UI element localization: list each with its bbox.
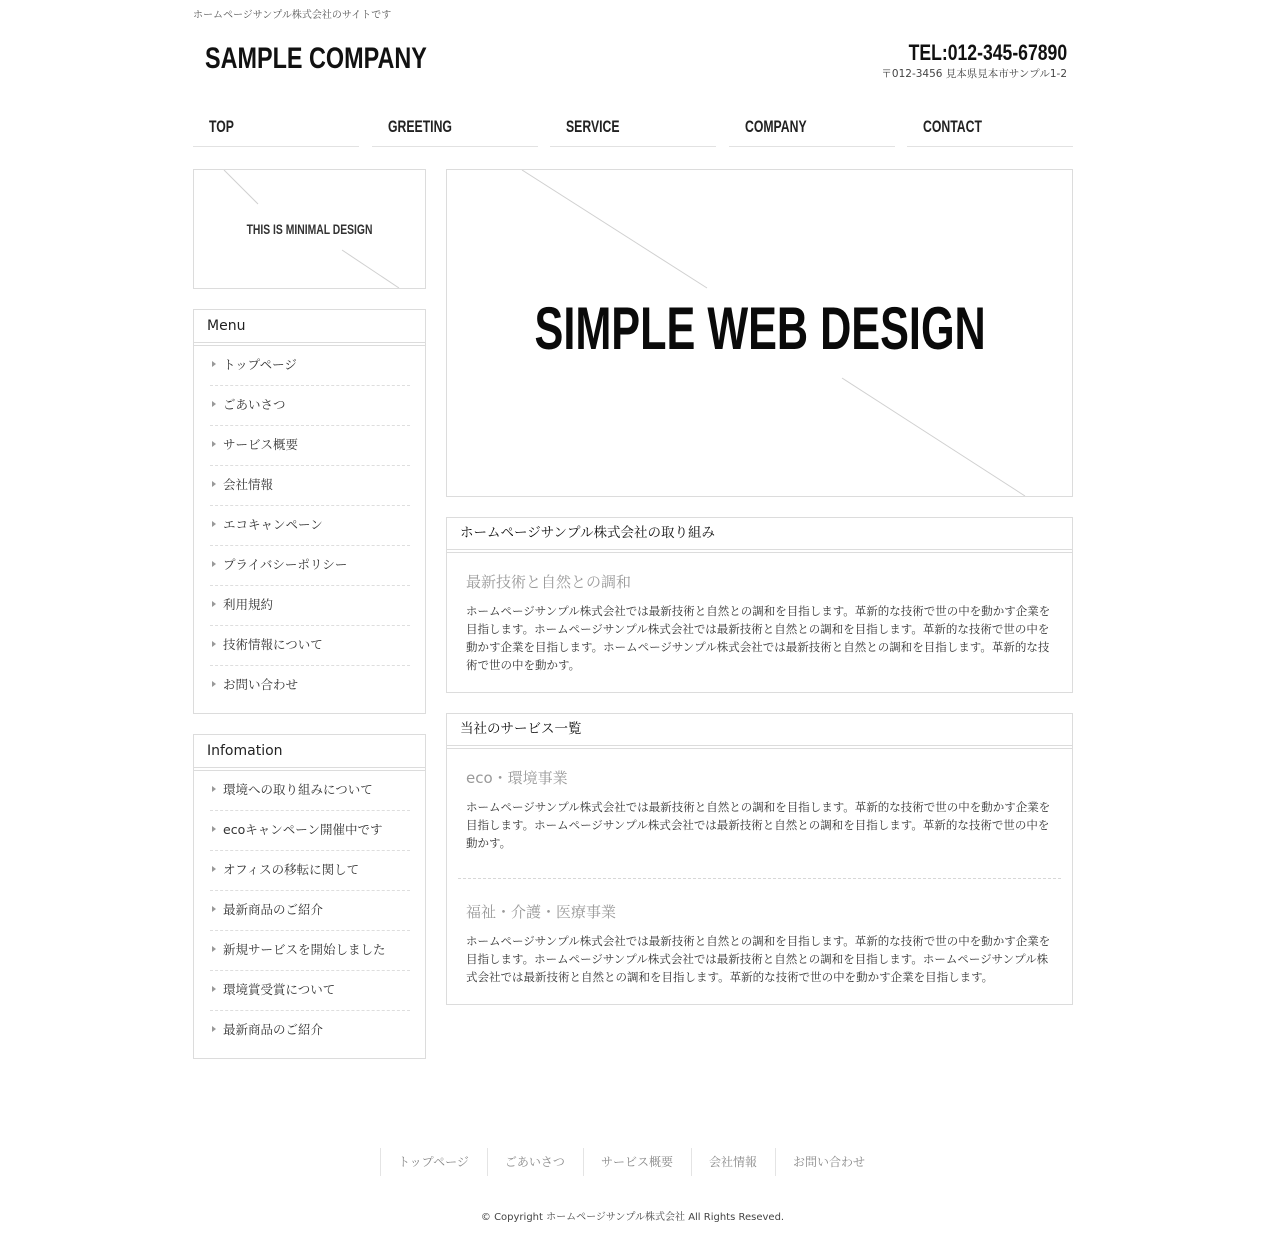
arrow-right-icon: [212, 866, 216, 872]
nav-company-label: COMPANY: [744, 117, 807, 136]
sidebar-banner[interactable]: [193, 169, 426, 289]
info-item[interactable]: 環境賞受賞について: [210, 971, 410, 1011]
info-box: [193, 734, 426, 1059]
info-item[interactable]: 最新商品のご紹介: [210, 1011, 410, 1050]
arrow-right-icon: [212, 681, 216, 687]
divider: [458, 878, 1061, 879]
site-logo[interactable]: SAMPLE COMPANY: [205, 42, 427, 75]
footer-link-contact[interactable]: お問い合わせ: [775, 1148, 883, 1176]
nav-service[interactable]: [550, 108, 716, 147]
arrow-right-icon: [212, 481, 216, 487]
section-title: 当社のサービス一覧: [447, 714, 1072, 746]
nav-top-label: TOP: [209, 117, 234, 136]
section-heading: 最新技術と自然との調和: [466, 573, 632, 591]
footer-link-top[interactable]: トップページ: [380, 1148, 487, 1176]
section-body: ホームページサンプル株式会社では最新技術と自然との調和を目指します。革新的な技術で世の中を動かす企業を目指します。ホームページサンプル株式会社では最新技術と自然との調和を目指します。革新的な技術で世の中を動かす企業を目指します。ホームページサンプル株式会社では最新技術と自然との調和を目指します。革新的な技術で世の中を動かす。: [466, 604, 1051, 672]
info-item[interactable]: 最新商品のご紹介: [210, 891, 410, 931]
service-body: ホームページサンプル株式会社では最新技術と自然との調和を目指します。革新的な技術で世の中を動かす企業を目指します。ホームページサンプル株式会社では最新技術と自然との調和を目指します。革新的な技術で世の中を動かす。: [466, 800, 1051, 850]
phone-number: TEL:012-345-67890: [908, 40, 1067, 65]
arrow-right-icon: [212, 401, 216, 407]
global-nav: [193, 108, 1073, 147]
arrow-right-icon: [212, 826, 216, 832]
arrow-right-icon: [212, 786, 216, 792]
service-heading: eco・環境事業: [466, 769, 568, 787]
menu-item[interactable]: プライバシーポリシー: [210, 546, 410, 586]
arrow-right-icon: [212, 906, 216, 912]
menu-item[interactable]: 技術情報について: [210, 626, 410, 666]
menu-item[interactable]: 会社情報: [210, 466, 410, 506]
menu-item[interactable]: トップページ: [210, 346, 410, 386]
nav-contact-label: CONTACT: [923, 117, 982, 136]
main-visual: [446, 169, 1073, 497]
arrow-right-icon: [212, 361, 216, 367]
info-item[interactable]: 新規サービスを開始しました: [210, 931, 410, 971]
site-tagline: ホームページサンプル株式会社のサイトです: [193, 10, 392, 21]
menu-item[interactable]: エコキャンペーン: [210, 506, 410, 546]
footer-link-greeting[interactable]: ごあいさつ: [487, 1148, 583, 1176]
arrow-right-icon: [212, 561, 216, 567]
nav-top[interactable]: [193, 108, 359, 147]
section-title: ホームページサンプル株式会社の取り組み: [447, 518, 1072, 550]
arrow-right-icon: [212, 641, 216, 647]
nav-service-label: SERVICE: [566, 117, 620, 136]
nav-contact[interactable]: [907, 108, 1073, 147]
menu-item[interactable]: サービス概要: [210, 426, 410, 466]
service-heading: 福祉・介護・医療事業: [466, 903, 617, 921]
company-address: 〒012-3456 見本県見本市サンプル1-2: [881, 68, 1067, 80]
footer-link-company[interactable]: 会社情報: [691, 1148, 775, 1176]
menu-item[interactable]: ごあいさつ: [210, 386, 410, 426]
menu-list: [194, 345, 425, 713]
nav-company[interactable]: [729, 108, 895, 147]
arrow-right-icon: [212, 601, 216, 607]
info-list: [194, 770, 425, 1058]
services-section: [446, 713, 1073, 1005]
arrow-right-icon: [212, 1026, 216, 1032]
copyright: © Copyright ホームページサンプル株式会社 All Rights Reseved.: [480, 1212, 785, 1223]
menu-item[interactable]: お問い合わせ: [210, 666, 410, 705]
footer-nav: [380, 1148, 883, 1176]
nav-greeting[interactable]: [372, 108, 538, 147]
sidebar-banner-text: THIS IS MINIMAL DESIGN: [246, 221, 373, 237]
arrow-right-icon: [212, 986, 216, 992]
menu-title: Menu: [194, 310, 425, 343]
arrow-right-icon: [212, 441, 216, 447]
arrow-right-icon: [212, 946, 216, 952]
info-item[interactable]: ecoキャンペーン開催中です: [210, 811, 410, 851]
main-visual-text: SIMPLE WEB DESIGN: [534, 295, 986, 362]
menu-box: [193, 309, 426, 714]
sidebar: [193, 169, 426, 1059]
info-item[interactable]: 環境への取り組みについて: [210, 771, 410, 811]
nav-greeting-label: GREETING: [387, 117, 452, 136]
arrow-right-icon: [212, 521, 216, 527]
info-title: Infomation: [194, 735, 425, 768]
initiatives-section: [446, 517, 1073, 693]
main-content: [446, 169, 1073, 1005]
menu-item[interactable]: 利用規約: [210, 586, 410, 626]
info-item[interactable]: オフィスの移転に関して: [210, 851, 410, 891]
service-body: ホームページサンプル株式会社では最新技術と自然との調和を目指します。革新的な技術で世の中を動かす企業を目指します。ホームページサンプル株式会社では最新技術と自然との調和を目指します。ホームページサンプル株式会社では最新技術と自然との調和を目指します。革新的な技術で世の中を動かす企業を目指します。: [466, 934, 1051, 984]
footer-link-service[interactable]: サービス概要: [583, 1148, 691, 1176]
